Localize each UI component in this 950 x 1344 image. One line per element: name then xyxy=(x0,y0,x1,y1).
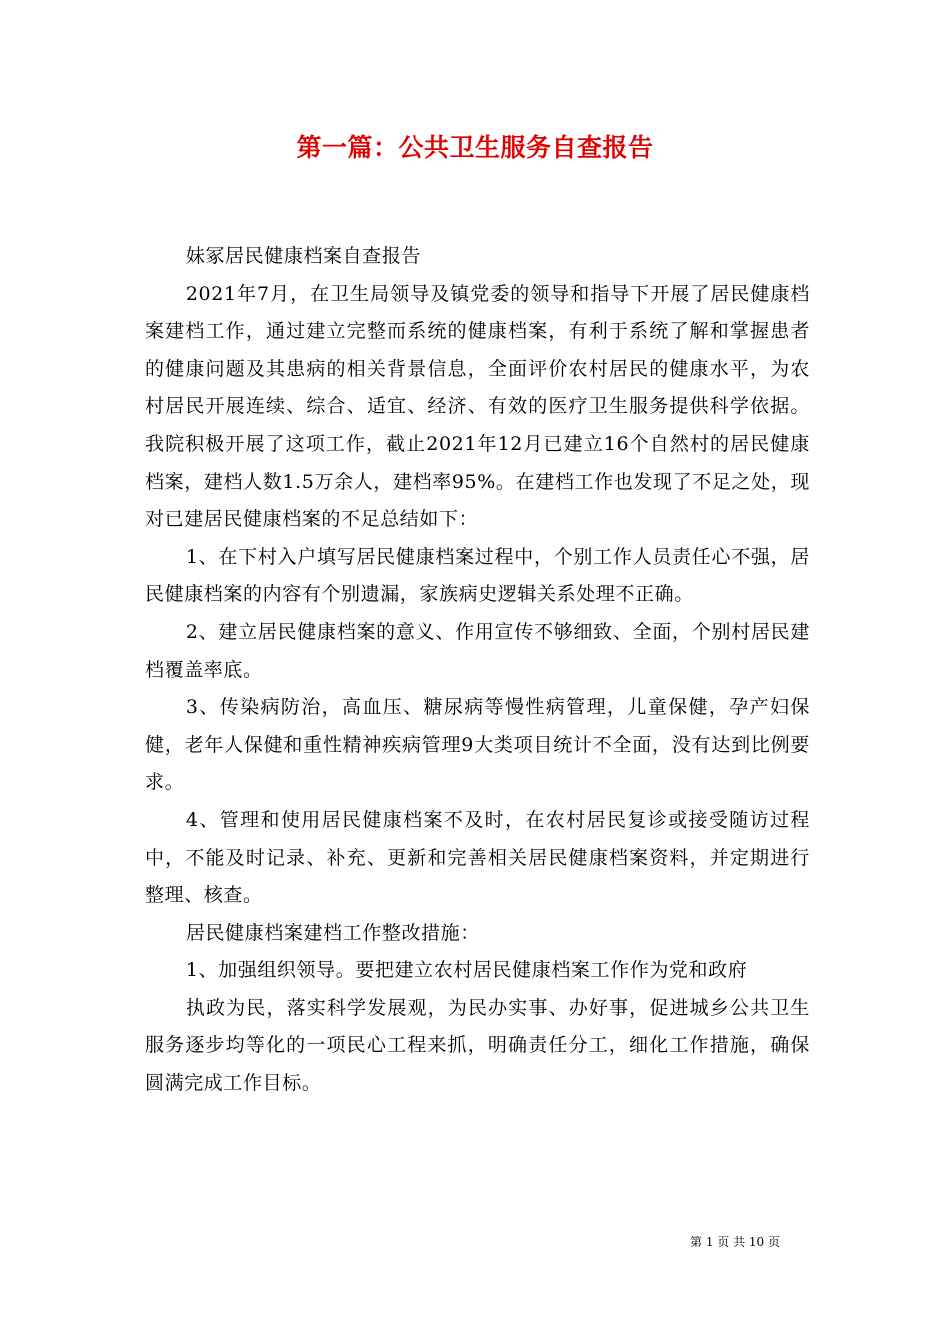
paragraph-subtitle: 妹冢居民健康档案自查报告 xyxy=(185,245,422,267)
paragraph-issue-3: 3、传染病防治，高血压、糖尿病等慢性病管理，儿童保健，孕产妇保健，老年人保健和重性精神疾病管理9大类项目统计不全面，没有达到比例要求。 xyxy=(145,696,810,794)
page-number: 第 1 页 共 10 页 xyxy=(690,1235,780,1249)
paragraph-measures-heading: 居民健康档案建档工作整改措施： xyxy=(185,921,480,944)
document-body xyxy=(145,238,810,1103)
paragraph-issue-1: 1、在下村入户填写居民健康档案过程中，个别工作人员责任心不强，居民健康档案的内容有个别遗漏，家族病史逻辑关系处理不正确。 xyxy=(145,545,810,606)
paragraph-measure-1: 1、加强组织领导。要把建立农村居民健康档案工作作为党和政府 xyxy=(185,959,748,982)
paragraph-measure-1-cont: 执政为民，落实科学发展观，为民办实事、办好事，促进城乡公共卫生服务逐步均等化的一项民心工程来抓，明确责任分工，细化工作措施，确保圆满完成工作目标。 xyxy=(145,996,810,1095)
document-title: 第一篇：公共卫生服务自查报告 xyxy=(296,133,654,162)
paragraph-issue-2: 2、建立居民健康档案的意义、作用宣传不够细致、全面，个别村居民建档覆盖率底。 xyxy=(145,620,810,681)
paragraph-issue-4: 4、管理和使用居民健康档案不及时，在农村居民复诊或接受随访过程中，不能及时记录、补充、更新和完善相关居民健康档案资料，并定期进行整理、核查。 xyxy=(145,808,810,907)
paragraph-intro: 2021年7月，在卫生局领导及镇党委的领导和指导下开展了居民健康档案建档工作，通过建立完整而系统的健康档案，有利于系统了解和掌握患者的健康问题及其患病的相关背景信息，全面评价农村居民的健康水平，为农村居民开展连续、综合、适宜、经济、有效的医疗卫生服务提供科学依据。我院积极开展了这项工作，截止2021年12月已建立16个自然村的居民健康档案，建档人数1.5万余人，建档率95%。在建档工作也发现了不足之处，现对已建居民健康档案的不足总结如下： xyxy=(145,282,810,531)
